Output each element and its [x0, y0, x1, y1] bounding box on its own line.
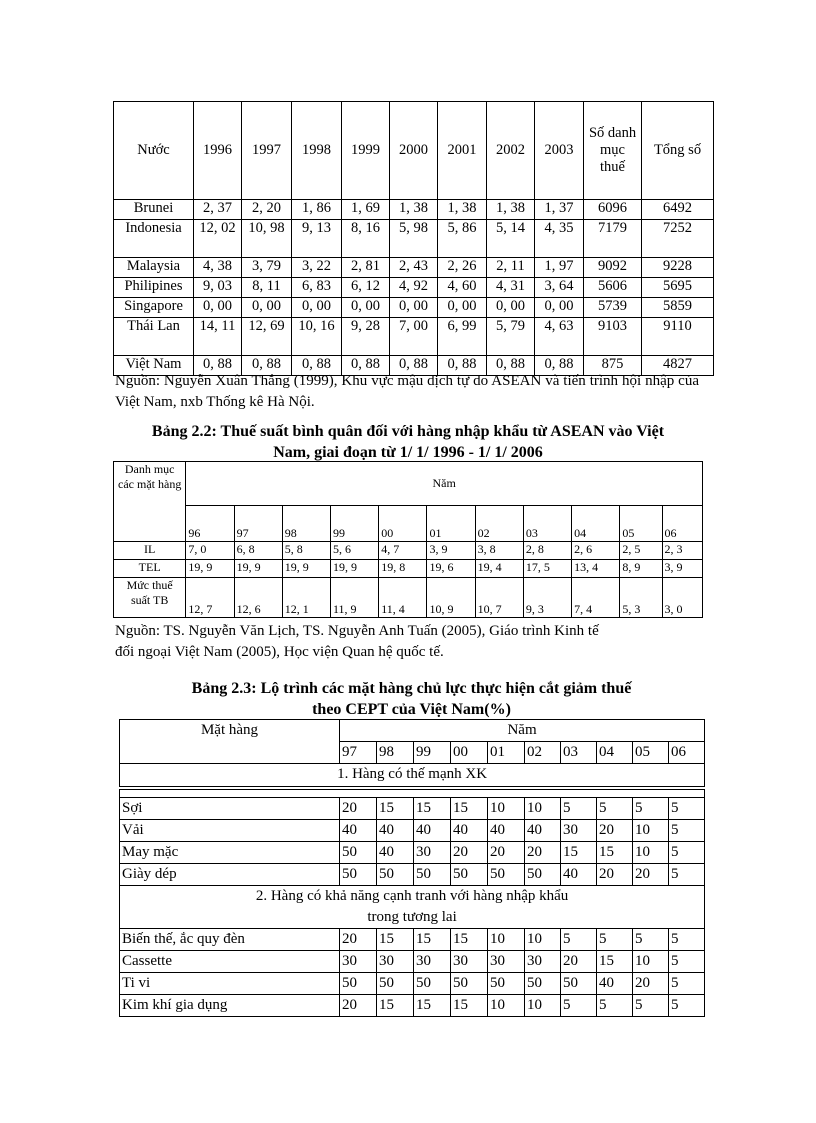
value-cell: 12, 1 — [282, 578, 330, 618]
year-cell: 02 — [525, 742, 561, 764]
value-cell: 1, 86 — [292, 200, 342, 220]
value-cell: 3, 8 — [475, 542, 523, 560]
table-row — [120, 820, 705, 842]
value-cell: 5 — [561, 798, 597, 820]
value-cell: 10, 9 — [427, 578, 475, 618]
spacer-row — [120, 788, 705, 798]
value-cell: 9, 28 — [342, 318, 390, 356]
value-cell: 40 — [414, 820, 451, 842]
value-cell: 4, 92 — [390, 278, 438, 298]
value-cell: 40 — [377, 820, 414, 842]
value-cell: 0, 00 — [292, 298, 342, 318]
value-cell: 10, 16 — [292, 318, 342, 356]
value-cell: 2, 20 — [242, 200, 292, 220]
value-cell: 19, 9 — [282, 560, 330, 578]
table-row — [120, 798, 705, 820]
value-cell: 20 — [597, 820, 633, 842]
value-cell: 50 — [451, 973, 488, 995]
group-cell — [120, 886, 705, 929]
value-cell: 19, 9 — [234, 560, 282, 578]
value-cell: 50 — [561, 973, 597, 995]
value-cell: 5, 3 — [620, 578, 662, 618]
table2-source-line1: Nguồn: TS. Nguyễn Văn Lịch, TS. Nguyễn Anh Tuấn (2005), Giáo trình Kinh tế — [115, 623, 599, 639]
value-cell: 15 — [451, 995, 488, 1017]
value-cell: 0, 88 — [535, 356, 584, 376]
value-cell: 50 — [451, 864, 488, 886]
table2-source-line2: đối ngoại Việt Nam (2005), Học viện Quan hệ quốc tế. — [115, 644, 444, 660]
item-cell: Giày dép — [120, 864, 340, 886]
year-cell: 06 — [662, 506, 702, 542]
value-cell: 15 — [377, 995, 414, 1017]
value-cell: 19, 8 — [379, 560, 427, 578]
value-cell: 5, 8 — [282, 542, 330, 560]
item-cell: May mặc — [120, 842, 340, 864]
value-cell: 4, 60 — [438, 278, 487, 298]
value-cell: 8, 11 — [242, 278, 292, 298]
value-cell: 50 — [525, 973, 561, 995]
value-cell: 5859 — [642, 298, 714, 318]
value-cell: 12, 69 — [242, 318, 292, 356]
value-cell: 1, 97 — [535, 258, 584, 278]
value-cell: 9092 — [584, 258, 642, 278]
value-cell: 50 — [414, 973, 451, 995]
year-cell: 05 — [633, 742, 669, 764]
tariff-by-country-table — [113, 101, 714, 376]
table2-caption-line2: Nam, giai đoạn từ 1/ 1/ 1996 - 1/ 1/ 2006 — [273, 444, 543, 461]
year-cell: 99 — [331, 506, 379, 542]
value-cell: 1, 38 — [390, 200, 438, 220]
value-cell: 5 — [669, 820, 705, 842]
value-cell: 30 — [414, 842, 451, 864]
header-cell: 1999 — [342, 102, 390, 200]
header-cell: Số danh mục thuế — [584, 102, 642, 200]
table3-caption-line1: Bảng 2.3: Lộ trình các mặt hàng chủ lực thực hiện cắt giảm thuế — [191, 680, 632, 697]
value-cell: 4, 7 — [379, 542, 427, 560]
value-cell: 50 — [488, 973, 525, 995]
year-cell: 04 — [572, 506, 620, 542]
value-cell: 12, 02 — [194, 220, 242, 258]
group2-line2: trong tương lai — [367, 909, 457, 925]
value-cell: 10 — [633, 842, 669, 864]
table-row — [120, 951, 705, 973]
value-cell: 50 — [414, 864, 451, 886]
value-cell: 7, 4 — [572, 578, 620, 618]
value-cell: 5 — [669, 864, 705, 886]
item-cell: Ti vi — [120, 973, 340, 995]
cept-schedule-table — [119, 719, 705, 1017]
country-cell: Indonesia — [114, 220, 194, 258]
value-cell: 0, 00 — [194, 298, 242, 318]
table-row — [120, 929, 705, 951]
item-cell: Vải — [120, 820, 340, 842]
value-cell: 12, 7 — [186, 578, 234, 618]
table-row — [114, 258, 714, 278]
table-row — [114, 278, 714, 298]
value-cell: 0, 88 — [390, 356, 438, 376]
value-cell: 10 — [633, 951, 669, 973]
value-cell: 40 — [597, 973, 633, 995]
year-cell: 98 — [282, 506, 330, 542]
value-cell: 14, 11 — [194, 318, 242, 356]
group-row — [120, 764, 705, 788]
value-cell: 50 — [340, 842, 377, 864]
value-cell: 2, 8 — [523, 542, 571, 560]
value-cell: 15 — [414, 929, 451, 951]
value-cell: 3, 22 — [292, 258, 342, 278]
table-row — [114, 578, 703, 618]
header-cell: 2000 — [390, 102, 438, 200]
value-cell: 2, 81 — [342, 258, 390, 278]
value-cell: 10 — [525, 929, 561, 951]
item-cell: Sợi — [120, 798, 340, 820]
value-cell: 3, 79 — [242, 258, 292, 278]
value-cell: 0, 88 — [438, 356, 487, 376]
table-row — [114, 220, 714, 258]
value-cell: 40 — [525, 820, 561, 842]
year-cell: 99 — [414, 742, 451, 764]
value-cell: 9228 — [642, 258, 714, 278]
value-cell: 40 — [377, 842, 414, 864]
country-cell: Philipines — [114, 278, 194, 298]
year-cell: 98 — [377, 742, 414, 764]
value-cell: 5695 — [642, 278, 714, 298]
value-cell: 30 — [340, 951, 377, 973]
value-cell: 5, 14 — [487, 220, 535, 258]
group-cell: 1. Hàng có thế mạnh XK — [120, 764, 705, 788]
value-cell: 50 — [488, 864, 525, 886]
value-cell: 2, 6 — [572, 542, 620, 560]
year-cell: 00 — [379, 506, 427, 542]
value-cell: 50 — [377, 864, 414, 886]
value-cell: 20 — [633, 973, 669, 995]
value-cell: 1, 37 — [535, 200, 584, 220]
table2-caption-line1: Bảng 2.2: Thuế suất bình quân đối với hàng nhập khẩu từ ASEAN vào Việt — [151, 423, 665, 440]
header-cell: Nước — [114, 102, 194, 200]
year-cell: 97 — [340, 742, 377, 764]
value-cell: 0, 88 — [342, 356, 390, 376]
year-label-cell: Năm — [340, 720, 705, 742]
value-cell: 15 — [451, 798, 488, 820]
header-cell: 2002 — [487, 102, 535, 200]
value-cell: 0, 00 — [438, 298, 487, 318]
header-cell: 2003 — [535, 102, 584, 200]
year-cell: 00 — [451, 742, 488, 764]
item-cell: IL — [114, 542, 186, 560]
value-cell: 5739 — [584, 298, 642, 318]
year-cell: 97 — [234, 506, 282, 542]
table-row — [114, 318, 714, 356]
value-cell: 5, 98 — [390, 220, 438, 258]
value-cell: 4, 63 — [535, 318, 584, 356]
value-cell: 50 — [377, 973, 414, 995]
value-cell: 17, 5 — [523, 560, 571, 578]
value-cell: 4, 35 — [535, 220, 584, 258]
value-cell: 40 — [561, 864, 597, 886]
value-cell: 5 — [669, 798, 705, 820]
value-cell: 8, 9 — [620, 560, 662, 578]
item-cell: Mức thuế suất TB — [114, 578, 186, 618]
value-cell: 3, 9 — [427, 542, 475, 560]
value-cell: 30 — [561, 820, 597, 842]
value-cell: 2, 26 — [438, 258, 487, 278]
group-row — [120, 886, 705, 929]
value-cell: 2, 43 — [390, 258, 438, 278]
value-cell: 19, 4 — [475, 560, 523, 578]
value-cell: 5, 6 — [331, 542, 379, 560]
value-cell: 1, 38 — [438, 200, 487, 220]
table-row — [114, 298, 714, 318]
value-cell: 7, 0 — [186, 542, 234, 560]
table-header-row — [114, 102, 714, 200]
value-cell: 875 — [584, 356, 642, 376]
header-cell: 1996 — [194, 102, 242, 200]
value-cell: 5 — [561, 929, 597, 951]
table3-caption-line2: theo CEPT của Việt Nam(%) — [312, 701, 511, 718]
value-cell: 6, 83 — [292, 278, 342, 298]
value-cell: 10 — [633, 820, 669, 842]
value-cell: 1, 38 — [487, 200, 535, 220]
value-cell: 7252 — [642, 220, 714, 258]
year-cell: 01 — [427, 506, 475, 542]
table-row — [120, 842, 705, 864]
value-cell: 5, 79 — [487, 318, 535, 356]
value-cell: 40 — [451, 820, 488, 842]
value-cell: 15 — [377, 798, 414, 820]
value-cell: 15 — [377, 929, 414, 951]
value-cell: 15 — [414, 995, 451, 1017]
value-cell: 0, 88 — [487, 356, 535, 376]
header-cell: 2001 — [438, 102, 487, 200]
value-cell: 5 — [669, 995, 705, 1017]
value-cell: 13, 4 — [572, 560, 620, 578]
table1-source: Nguồn: Nguyễn Xuân Thắng (1999), Khu vực mậu dịch tự do ASEAN và tiến trình hội nhập của Việt Nam, nxb Thống kê Hà Nội. — [115, 373, 699, 410]
value-cell: 50 — [340, 973, 377, 995]
value-cell: 20 — [597, 864, 633, 886]
value-cell: 10 — [488, 798, 525, 820]
value-cell: 40 — [488, 820, 525, 842]
table-row — [114, 200, 714, 220]
value-cell: 15 — [414, 798, 451, 820]
value-cell: 30 — [488, 951, 525, 973]
table-row — [120, 864, 705, 886]
value-cell: 11, 4 — [379, 578, 427, 618]
value-cell: 4, 31 — [487, 278, 535, 298]
value-cell: 30 — [451, 951, 488, 973]
table-row — [114, 542, 703, 560]
value-cell: 20 — [340, 929, 377, 951]
value-cell: 9103 — [584, 318, 642, 356]
value-cell: 50 — [525, 864, 561, 886]
value-cell: 11, 9 — [331, 578, 379, 618]
value-cell: 7, 00 — [390, 318, 438, 356]
table-header-row — [120, 720, 705, 742]
year-row — [114, 506, 703, 542]
corner-cell: Mặt hàng — [120, 720, 340, 764]
value-cell: 9, 13 — [292, 220, 342, 258]
value-cell: 6, 99 — [438, 318, 487, 356]
value-cell: 19, 9 — [331, 560, 379, 578]
value-cell: 20 — [340, 798, 377, 820]
value-cell: 1, 69 — [342, 200, 390, 220]
value-cell: 5 — [597, 929, 633, 951]
table-row — [120, 973, 705, 995]
country-cell: Việt Nam — [114, 356, 194, 376]
item-cell: Cassette — [120, 951, 340, 973]
value-cell: 5 — [561, 995, 597, 1017]
value-cell: 2, 37 — [194, 200, 242, 220]
value-cell: 2, 5 — [620, 542, 662, 560]
value-cell: 30 — [414, 951, 451, 973]
country-cell: Singapore — [114, 298, 194, 318]
year-cell: 06 — [669, 742, 705, 764]
country-cell: Malaysia — [114, 258, 194, 278]
year-cell: 04 — [597, 742, 633, 764]
corner-cell: Danh mục các mặt hàng — [114, 462, 186, 542]
value-cell: 20 — [633, 864, 669, 886]
year-cell: 01 — [488, 742, 525, 764]
value-cell: 3, 64 — [535, 278, 584, 298]
group2-line1: 2. Hàng có khả năng cạnh tranh với hàng nhập khẩu — [255, 888, 569, 904]
value-cell: 2, 11 — [487, 258, 535, 278]
value-cell: 6096 — [584, 200, 642, 220]
value-cell: 30 — [525, 951, 561, 973]
value-cell: 20 — [525, 842, 561, 864]
value-cell: 0, 00 — [342, 298, 390, 318]
value-cell: 10 — [488, 995, 525, 1017]
value-cell: 2, 3 — [662, 542, 702, 560]
value-cell: 4, 38 — [194, 258, 242, 278]
value-cell: 5 — [669, 951, 705, 973]
value-cell: 9110 — [642, 318, 714, 356]
item-cell: Biến thế, ắc quy đèn — [120, 929, 340, 951]
value-cell: 5 — [597, 798, 633, 820]
value-cell: 6, 8 — [234, 542, 282, 560]
value-cell: 19, 9 — [186, 560, 234, 578]
country-cell: Thái Lan — [114, 318, 194, 356]
value-cell: 5 — [669, 842, 705, 864]
year-cell: 05 — [620, 506, 662, 542]
value-cell: 5 — [597, 995, 633, 1017]
value-cell: 0, 88 — [292, 356, 342, 376]
year-label-cell: Năm — [186, 462, 703, 506]
header-cell: 1997 — [242, 102, 292, 200]
value-cell: 9, 3 — [523, 578, 571, 618]
value-cell: 5 — [633, 798, 669, 820]
value-cell: 15 — [597, 842, 633, 864]
table-row — [114, 560, 703, 578]
value-cell: 10 — [488, 929, 525, 951]
value-cell: 0, 00 — [390, 298, 438, 318]
value-cell: 30 — [377, 951, 414, 973]
value-cell: 3, 0 — [662, 578, 702, 618]
value-cell: 5 — [669, 973, 705, 995]
table-header-row — [114, 462, 703, 506]
value-cell: 5 — [633, 995, 669, 1017]
value-cell: 0, 88 — [194, 356, 242, 376]
value-cell: 20 — [451, 842, 488, 864]
value-cell: 20 — [340, 995, 377, 1017]
value-cell: 3, 9 — [662, 560, 702, 578]
average-tariff-table — [113, 461, 703, 618]
item-cell: TEL — [114, 560, 186, 578]
spacer-cell — [120, 788, 705, 798]
value-cell: 0, 00 — [487, 298, 535, 318]
value-cell: 0, 00 — [242, 298, 292, 318]
value-cell: 40 — [340, 820, 377, 842]
year-cell: 03 — [561, 742, 597, 764]
value-cell: 5, 86 — [438, 220, 487, 258]
value-cell: 19, 6 — [427, 560, 475, 578]
value-cell: 15 — [451, 929, 488, 951]
item-cell: Kim khí gia dụng — [120, 995, 340, 1017]
value-cell: 12, 6 — [234, 578, 282, 618]
value-cell: 15 — [561, 842, 597, 864]
value-cell: 10, 7 — [475, 578, 523, 618]
value-cell: 5 — [669, 929, 705, 951]
value-cell: 20 — [488, 842, 525, 864]
year-cell: 02 — [475, 506, 523, 542]
country-cell: Brunei — [114, 200, 194, 220]
value-cell: 10 — [525, 995, 561, 1017]
value-cell: 0, 88 — [242, 356, 292, 376]
value-cell: 15 — [597, 951, 633, 973]
value-cell: 0, 00 — [535, 298, 584, 318]
value-cell: 20 — [561, 951, 597, 973]
value-cell: 6, 12 — [342, 278, 390, 298]
value-cell: 5 — [633, 929, 669, 951]
year-cell: 03 — [523, 506, 571, 542]
value-cell: 50 — [340, 864, 377, 886]
header-cell: 1998 — [292, 102, 342, 200]
value-cell: 10, 98 — [242, 220, 292, 258]
value-cell: 4827 — [642, 356, 714, 376]
value-cell: 6492 — [642, 200, 714, 220]
value-cell: 5606 — [584, 278, 642, 298]
value-cell: 8, 16 — [342, 220, 390, 258]
table-row — [120, 995, 705, 1017]
value-cell: 9, 03 — [194, 278, 242, 298]
header-cell: Tổng số — [642, 102, 714, 200]
value-cell: 7179 — [584, 220, 642, 258]
value-cell: 10 — [525, 798, 561, 820]
year-cell: 96 — [186, 506, 234, 542]
